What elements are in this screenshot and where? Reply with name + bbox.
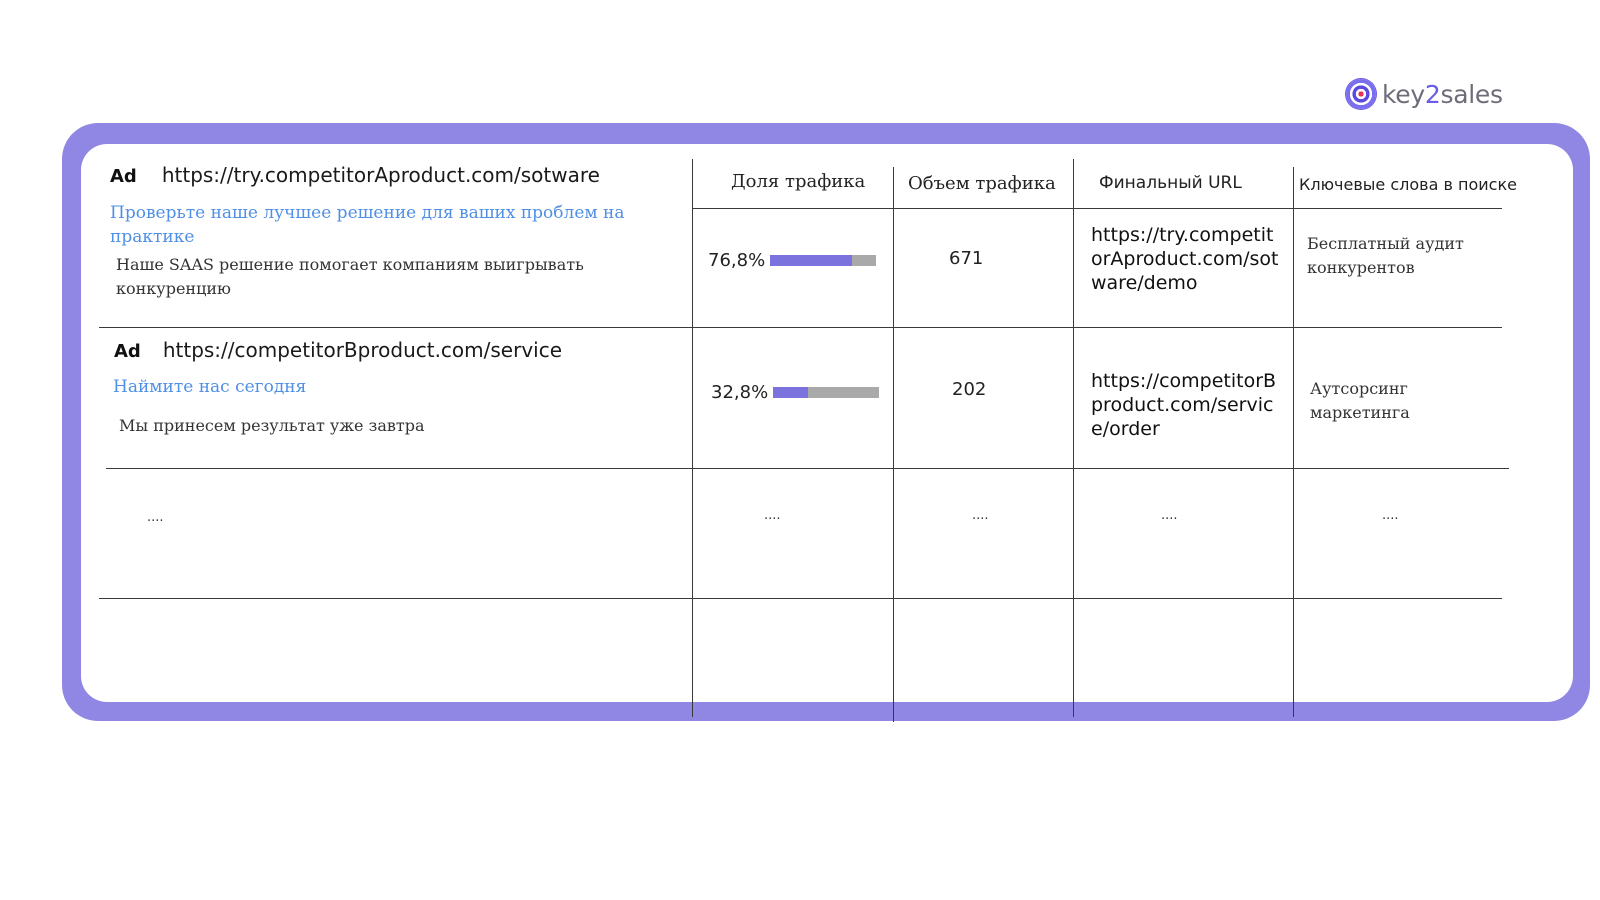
header-divider	[692, 208, 1502, 209]
placeholder-ellipsis: ....	[1161, 508, 1178, 523]
row-divider	[106, 468, 1509, 469]
ad-headline: Наймите нас сегодня	[113, 377, 307, 397]
ad-description: Наше SAAS решение помогает компаниям выигрывать конкуренцию	[116, 255, 584, 298]
traffic-share-bar	[770, 255, 876, 266]
traffic-volume-value: 671	[949, 248, 984, 269]
traffic-volume-value: 202	[952, 379, 987, 400]
row-divider	[99, 327, 1502, 328]
ad-label: Ad	[114, 341, 141, 362]
traffic-share-percent: 76,8%	[708, 250, 766, 271]
header-traffic-share: Доля трафика	[731, 171, 866, 192]
logo-wordmark: key2sales	[1382, 79, 1503, 109]
placeholder-ellipsis: ....	[972, 508, 989, 523]
traffic-share-percent: 32,8%	[711, 382, 769, 403]
final-url-value: https://try.competitorAproduct.com/sotware/demo	[1091, 224, 1279, 294]
ad-display-url: https://competitorBproduct.com/service	[162, 338, 563, 362]
placeholder-ellipsis: ....	[764, 508, 781, 523]
ad-display-url: https://try.competitorAproduct.com/sotware	[161, 163, 600, 187]
traffic-share-bar	[773, 387, 879, 398]
header-traffic-volume: Объем трафика	[908, 173, 1056, 194]
traffic-share-bar-fill	[773, 387, 808, 398]
column-divider	[1293, 167, 1294, 717]
traffic-share-cell	[711, 382, 879, 403]
header-final-url: Финальный URL	[1099, 173, 1242, 193]
keywords-value: Бесплатный аудит конкурентов	[1307, 234, 1464, 277]
ad-label: Ad	[110, 166, 137, 187]
keywords-value: Аутсорсинг маркетинга	[1310, 379, 1410, 422]
placeholder-ellipsis: ....	[147, 510, 164, 525]
column-divider	[692, 159, 693, 717]
ad-title-line	[110, 163, 600, 187]
row-divider	[99, 598, 1502, 599]
ad-headline: Проверьте наше лучшее решение для ваших проблем на практике	[110, 203, 625, 247]
final-url-value: https://competitorBproduct.com/service/order	[1091, 370, 1277, 440]
placeholder-ellipsis: ....	[1382, 508, 1399, 523]
traffic-share-bar-fill	[770, 255, 851, 266]
target-logo-icon	[1346, 79, 1376, 109]
header-keywords: Ключевые слова в поиске	[1299, 175, 1517, 194]
ad-description: Мы принесем результат уже завтра	[119, 416, 425, 435]
column-divider	[1073, 159, 1074, 717]
ad-title-line	[114, 338, 562, 362]
traffic-share-cell	[708, 250, 876, 271]
key2sales-logo	[1346, 77, 1503, 111]
column-divider	[893, 167, 894, 722]
